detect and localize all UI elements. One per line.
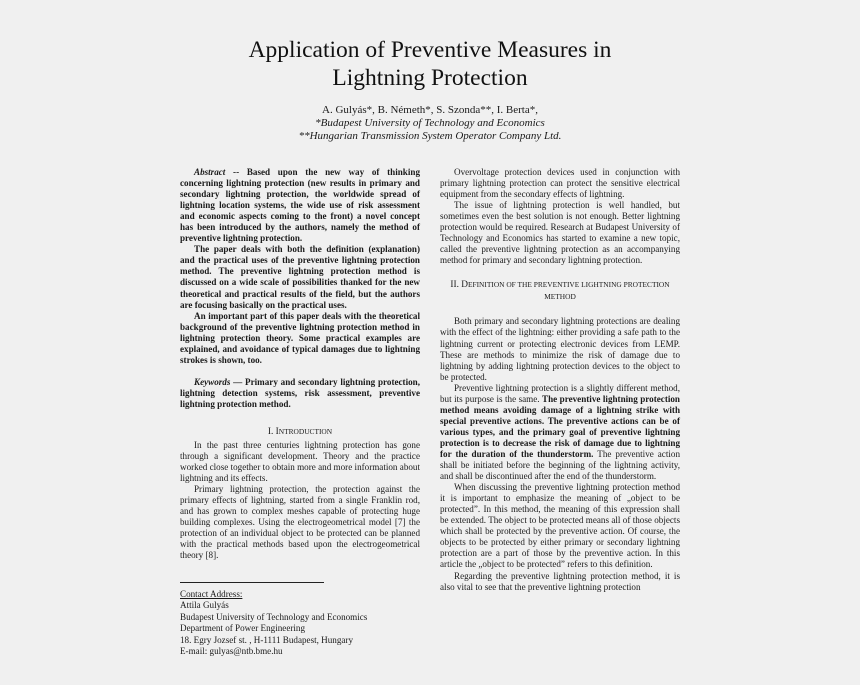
contact-university: Budapest University of Technology and Economics bbox=[180, 611, 368, 622]
left-column bbox=[180, 167, 420, 658]
author-block bbox=[0, 104, 860, 143]
paper-title bbox=[0, 36, 860, 92]
section-2-paragraph-2: Preventive lightning protection is a slightly different method, but its purpose is the same. The preventive lightning protection method means avoiding damage of a lightning strike with special preventive actions. The preventive actions can be of various types, and the primary goal of preventive lightning protection is to decrease the risk of damage due to lightning for the duration of the thunderstorm. The preventive action shall be initiated before the beginning of the lightning activity, and shall be discontinued after the end of the thunderstorm. bbox=[440, 382, 680, 482]
section-2-paragraph-1: Both primary and secondary lightning protections are dealing with the effect of the lightning: either providing a safe path to the lightning current or protecting electronic devices from LEMP. These are methods to minimize the risk of damage due to lightning by adding lightning protection devices to the object to be protected. bbox=[440, 316, 680, 382]
abstract-paragraph-3: An important part of this paper deals with the theoretical background of the preventive lightning protection method in lightning protection theory. Some practical examples are explained, and avoidance of typical damages due to lightning strokes is shown, too. bbox=[180, 310, 420, 365]
title-line-1: Application of Preventive Measures in bbox=[248, 37, 612, 63]
keywords bbox=[180, 377, 420, 410]
footnote-rule bbox=[180, 582, 324, 583]
section-1-paragraph-2: Primary lightning protection, the protection against the primary effects of lightning, started from a single Franklin rod, and has grown to complex meshes capable of protecting huge building complexes. Using the electrogeometrical model [7] the protection of an individual object to be protected can be planned with the practical methods based upon the electrogeometrical theory [8]. bbox=[180, 484, 420, 561]
contact-department: Department of Power Engineering bbox=[180, 623, 305, 634]
abstract-lead: Abstract bbox=[194, 167, 226, 177]
section-2-paragraph-4: Regarding the preventive lightning protection method, it is also vital to see that the preventive lightning protection bbox=[440, 570, 680, 592]
right-paragraph-1: Overvoltage protection devices used in conjunction with primary lightning protection can protect the sensitive electrical equipment from the secondary effects of lightning. bbox=[440, 167, 680, 200]
contact-name: Attila Gulyás bbox=[180, 600, 229, 611]
definition-emphasis: The preventive lightning protection method means avoiding damage of a lightning strike with special preventive actions. The preventive actions can be of various types, and the primary goal of preventive lightning protection is to decrease the risk of damage due to lightning for the duration of the thunderstorm. bbox=[440, 393, 680, 459]
keywords-lead: Keywords bbox=[194, 376, 231, 387]
section-1-heading: I. INTRODUCTION bbox=[267, 426, 333, 437]
right-paragraph-2: The issue of lightning protection is well handled, but sometimes even the best solution is not enough. Better lightning protection would be required. Research at Budapest University of Technology and Economics has started to examine a new topic, called the preventive lightning protection as an accompanying method for primary and secondary lightning protection. bbox=[440, 200, 680, 266]
keywords-text: — Primary and secondary lightning protection, lightning detection systems, risk assessment, preventive lightning protection method. bbox=[180, 376, 420, 409]
abstract bbox=[180, 167, 420, 366]
right-column bbox=[440, 167, 680, 593]
author-names: A. Gulyás*, B. Németh*, S. Szonda**, I. Berta*, bbox=[322, 104, 538, 116]
affiliation-1: *Budapest University of Technology and Economics bbox=[315, 117, 545, 129]
title-line-2: Lightning Protection bbox=[332, 65, 528, 91]
abstract-paragraph-1 bbox=[180, 167, 420, 244]
contact-address-line: 18. Egry Jozsef st. , H-1111 Budapest, Hungary bbox=[180, 634, 354, 645]
section-2-paragraph-3: When discussing the preventive lightning protection method it is important to emphasize the meaning of „object to be protected”. In this method, the meaning of this expression shall be extended. The object to be protected means all of those objects which shall be protected by the preventive action. Of course, the objects to be protected by either primary or secondary lightning protection are a part of those by the preventive action. In this article the „object to be protected” refers to this definition. bbox=[440, 482, 680, 570]
section-1-paragraph-1: In the past three centuries lightning protection has gone through a significant development. Theory and the practice worked close together to obtain more and more information about lightning and its effects. bbox=[180, 439, 420, 484]
affiliation-2: **Hungarian Transmission System Operator Company Ltd. bbox=[298, 130, 562, 142]
abstract-text-1: -- Based upon the new way of thinking concerning lightning protection (new results in primary and secondary lightning protection, the worldwide spread of lightning location systems, the wide use of risk assessment and economic aspects coming to the front) a novel concept has been introduced by the authors, namely the method of preventive lightning protection. bbox=[180, 167, 420, 244]
contact-address bbox=[180, 589, 420, 659]
abstract-paragraph-2: The paper deals with both the definition (explanation) and the practical uses of the preventive lightning protection method. The preventive lightning protection method is discussed on a wide scale of possibilities thanked for the new theoretical and practical results of the field, but the authors are focusing basically on the practical uses. bbox=[180, 244, 420, 310]
contact-email[interactable]: E-mail: gulyas@ntb.bme.hu bbox=[180, 646, 283, 657]
section-2-heading: II. DEFINITION OF THE PREVENTIVE LIGHTNING PROTECTION METHOD bbox=[450, 280, 670, 302]
contact-heading: Contact Address: bbox=[180, 588, 243, 599]
